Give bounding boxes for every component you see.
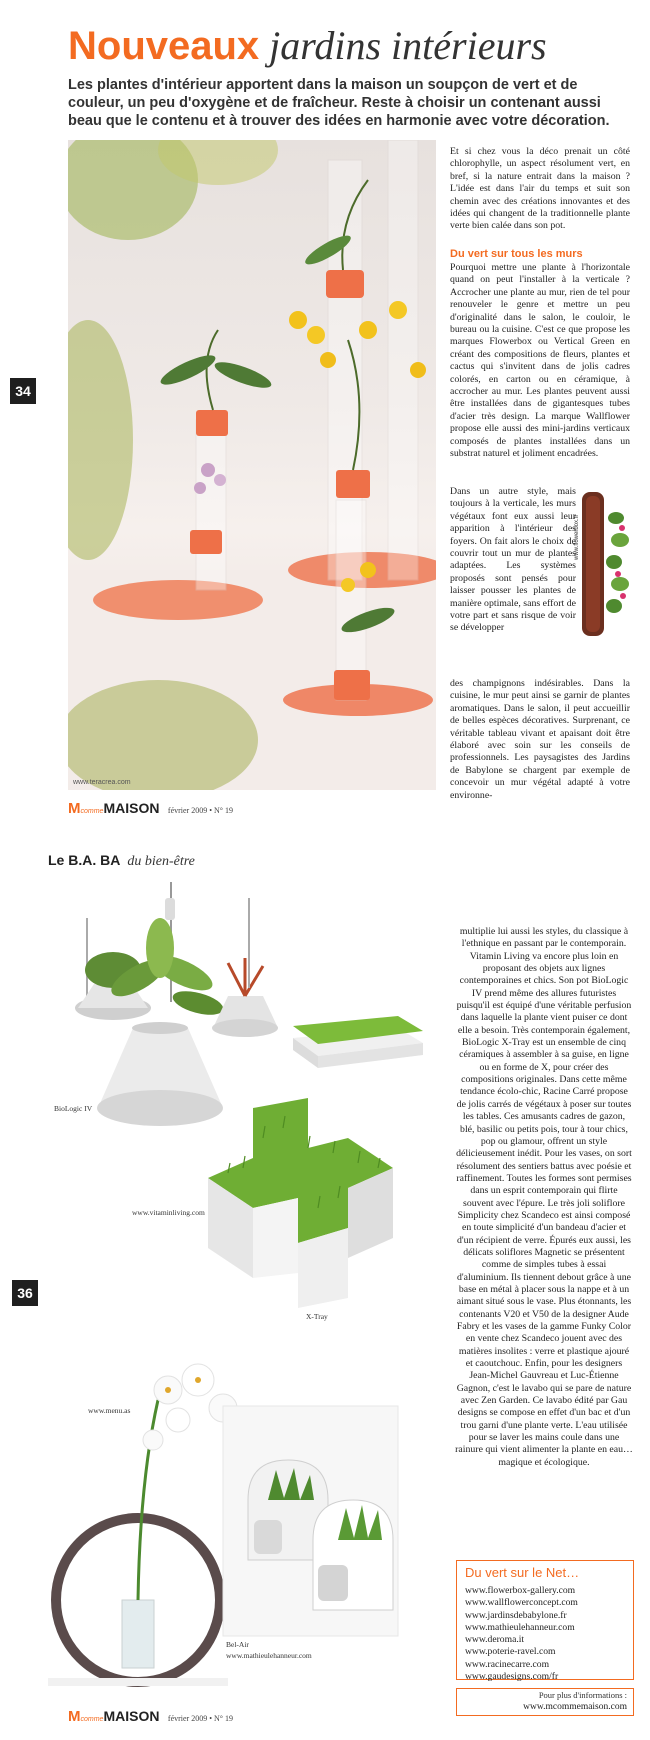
web-link[interactable]: www.flowerbox-gallery.com (465, 1585, 576, 1596)
vases-photo-collage (48, 1360, 448, 1700)
more-info-label: Pour plus d'informations : (538, 1690, 627, 1700)
article-paragraph-continued: des champignons indésirables. Dans la cuisine, le mur peut ainsi se garnir de plantes aromatiques. Dans le salon, il peut accueillir de belles espèces décoratives. Surprenant, ce véritable tableau vivant et apaisant doit être élaboré avec soin sur les conseils de professionnels. Les paysagistes des Jardins de Babylone se chargent par exemple de concevoir un mur végétal adapté à votre environne- (450, 678, 630, 801)
web-links-box (456, 1560, 634, 1683)
footer-logo (68, 1708, 233, 1726)
logo-comme: comme (80, 1716, 104, 1723)
intro-paragraph: Les plantes d'intérieur apportent dans la maison un soupçon de vert et de couleur, un peu d'oxygène et de fraîcheur. Reste à choisir un contenant aussi beau que le contenu et à trouver des idées en harmonie avec votre décoration. (68, 77, 610, 129)
more-info-box (456, 1688, 634, 1716)
page-title (68, 22, 547, 69)
article-column: multiplie lui aussi les styles, du classique à l'ethnique en passant par le contemporain. Vitamin Living va encore plus loin en proposant des objets aux lignes contemporaines et chics. Son pot BioLogic IV prend même des allures futuristes puisqu'il est équipé d'une véritable perfusion dans laquelle la plante vient puiser ce dont elle a besoin. Très contemporain également, BioLogic X-Tray est un ensemble de cinq céramiques à assembler à sa guise, en ligne ou en forme de X, pour créer des compositions originales. Dans cette même tendance écolo-chic, Racine Carré propose de jolis carrés de végétaux à poser sur toutes les tables. Ces amusants cadres de gazon, blé, basilic ou petits pois, tour à tour chics, pop ou glamour, offrent un style délicieusement inédit. Pour les vases, on sort résolument des sentiers battus avec poésie et raffinement. Toutes les formes sont permises dans un esprit contemporain qui flirte souvent avec l'épure. Le très joli soliflore Simplicity chez Scandeco est ainsi composé en toute simplicité d'un bandeau d'acier et d'un récipient de verre. Épurés eux aussi, les délicats soliflores Magnetic se présentent comme de simples tubes à essai d'aluminium. Ils tiennent debout grâce à une base en métal à placer sous la nappe et à un aimant situé sous le vase. Plus étonnants, les contenants V20 et V50 de la designer Aude Fabry et les vases de la gamme Funky Color en vente chez Scandeco jouent avec des matières insolites : verre et plastique ajouré et caoutchouc. Enfin, pour les designers Jean-Michel Gauvreau et Luc-Étienne Gagnon, c'est le lavabo qui se pare de nature avec Zen Garden. Ce lavabo édité par Gau designs se compose en effet d'un bac et d'un trou garni d'une plante verte. L'eau utilisée pour se laver les mains coule dans une rainure qui vient alimenter la plante en eau… magique et écologique. (455, 926, 633, 1468)
title-bold: Nouveaux (68, 24, 260, 68)
more-info-link[interactable]: www.mcommemaison.com (523, 1702, 627, 1712)
article-paragraph-walls: Pourquoi mettre une plante à l'horizontale quand on peut l'installer à la verticale ? Accrocher une plante au mur, rien de tel pour renouveler le genre et mettre un peu d'originalité dans le salon, le couloir, le bureau ou la cuisine. C'est ce que propose les marques Flowerbox ou Vertical Green en créant des compositions de fleurs, plantes et cactus qui s'invitent dans de jolis cadres colorés, en carton ou en céramique, à accrocher au mur. Les plantes peuvent aussi être installées dans de gigantesques tubes d'acier très design. La marque Wallflower propose elle aussi des mini-jardins verticaux composés de plantes installées dans un substrat naturel et joliment encadrées. (450, 262, 630, 460)
caption-vitamin: www.vitaminliving.com (132, 1208, 205, 1217)
page-number-badge: 34 (10, 378, 36, 404)
product-credit: www.flowerbox.fr (574, 514, 580, 560)
title-italic: jardins intérieurs (269, 23, 547, 68)
web-links-list (465, 1585, 578, 1683)
caption-belair-url: www.mathieulehanneur.com (226, 1651, 312, 1660)
section-heading: Du vert sur tous les murs (450, 248, 583, 260)
issue-info: février 2009 • N° 19 (167, 1714, 233, 1723)
logo-comme: comme (80, 808, 104, 815)
hero-photo-orchids (68, 140, 436, 790)
rubric-bold: Le B.A. BA (48, 852, 121, 868)
rubric-header (48, 852, 195, 870)
web-link[interactable]: www.wallflowerconcept.com (465, 1597, 578, 1609)
caption-menu: www.menu.as (88, 1406, 131, 1415)
web-link[interactable]: www.racinecarre.com (465, 1658, 550, 1670)
web-link[interactable]: www.jardinsdebabylone.fr (465, 1609, 567, 1621)
logo-maison: MAISON (103, 800, 160, 816)
flowerbox-product-photo (578, 488, 630, 640)
web-link[interactable]: www.deroma.it (465, 1634, 525, 1646)
issue-info: février 2009 • N° 19 (167, 806, 233, 815)
caption-biologic: BioLogic IV (54, 1104, 93, 1113)
article-paragraph-vegetal-walls: Dans un autre style, mais toujours à la verticale, les murs végétaux font eux aussi leur apparition à l'intérieur des foyers. On fait alors le choix de couvrir tout un mur de plantes adaptées. Les systèmes proposés sont pensés pour laisser pousser les plantes de manière optimale, sans effort de votre part et sans risque de voir se développer (450, 486, 576, 634)
logo-m: M (68, 800, 81, 817)
footer-logo (68, 800, 233, 818)
web-links-title: Du vert sur le Net… (465, 1565, 580, 1580)
planters-photo-collage (48, 878, 448, 1358)
caption-belair: Bel-Air (226, 1640, 249, 1649)
photo-credit: www.teracrea.com (73, 779, 131, 786)
logo-maison: MAISON (103, 1708, 160, 1724)
web-link[interactable]: www.gaudesigns.com/fr (465, 1671, 559, 1683)
logo-m: M (68, 1708, 81, 1725)
article-paragraph-intro: Et si chez vous la déco prenait un côté chlorophylle, un aspect résolument vert, en bref, si la nature entrait dans la maison ? L'idée est dans l'air du temps et suit son chemin avec des créations innovantes et des idées qui changent de la traditionnelle plante verte bien calée dans son pot. (450, 146, 630, 232)
web-link[interactable]: www.mathieulehanneur.com (465, 1621, 575, 1633)
page-number-badge: 36 (12, 1280, 38, 1306)
web-link[interactable]: www.poterie-ravel.com (465, 1646, 556, 1658)
rubric-italic: du bien-être (127, 854, 195, 869)
orchid-tubes-illustration (68, 140, 436, 790)
caption-xtray: X-Tray (306, 1312, 328, 1321)
